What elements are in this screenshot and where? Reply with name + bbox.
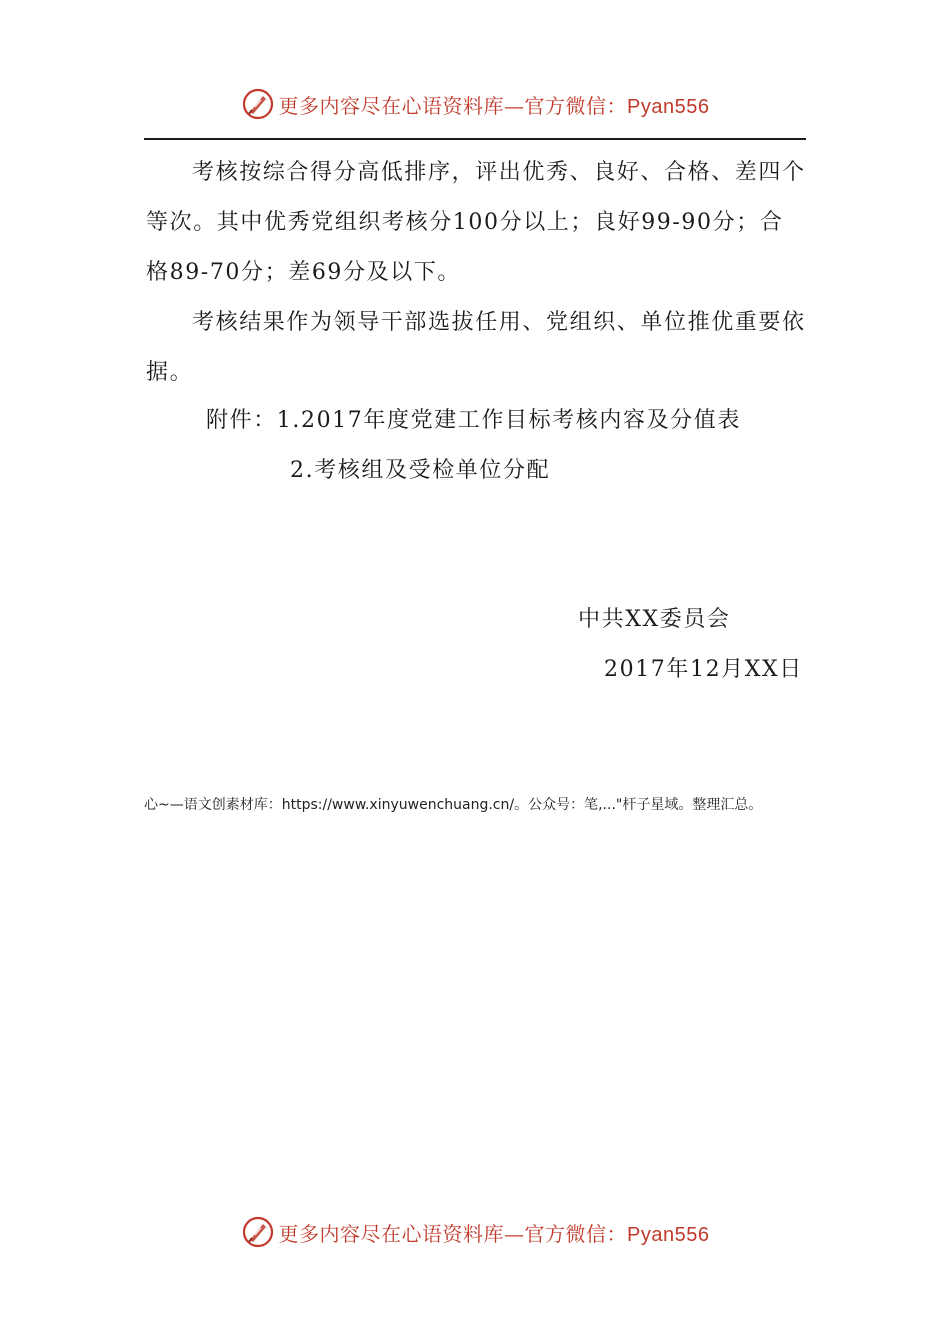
banner-chinese-text: 更多内容尽在心语资料库—官方微信： [278, 93, 628, 118]
attachment-1: 附件：1.2017年度党建工作目标考核内容及分值表 [206, 408, 741, 433]
footer-banner-chinese-text: 更多内容尽在心语资料库—官方微信： [278, 1221, 628, 1246]
footer-banner-text [279, 1218, 710, 1247]
quill-pen-circle-icon [241, 1215, 275, 1249]
header-banner [0, 82, 950, 126]
banner-text [279, 90, 710, 119]
body-paragraphs [146, 148, 806, 398]
quill-pen-circle-icon [241, 87, 275, 121]
footer-banner-wechat-id: Pyan556 [627, 1223, 710, 1246]
paragraph-ranking: 考核按综合得分高低排序，评出优秀、良好、合格、差四个等次。其中优秀党组织考核分100分以上；良好99-90分；合格89-70分；差69分及以下。 [146, 160, 806, 285]
attachment-2: 2.考核组及受检单位分配 [290, 458, 551, 483]
source-note: 心~—语文创素材库：https://www.xinyuwenchuang.cn/。公众号：笔,..."杆子星域。整理汇总。 [144, 797, 763, 813]
signature-date: 2017年12月XX日 [604, 657, 803, 682]
banner-wechat-id: Pyan556 [627, 95, 710, 118]
footer-banner [0, 1210, 950, 1254]
header-divider [144, 138, 806, 140]
paragraph-results-usage: 考核结果作为领导干部选拔任用、党组织、单位推优重要依据。 [146, 310, 806, 385]
signature-organization: 中共XX委员会 [578, 607, 731, 632]
